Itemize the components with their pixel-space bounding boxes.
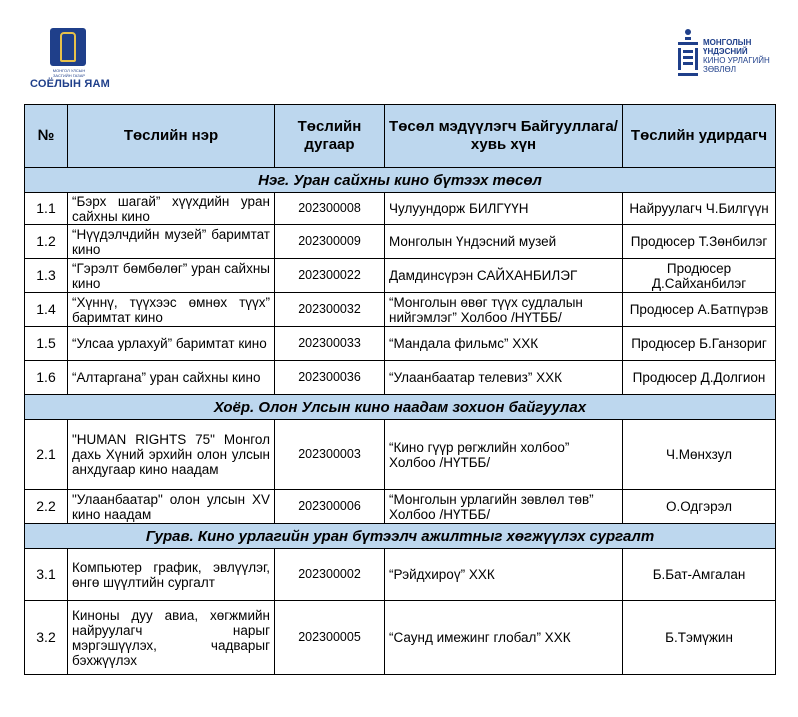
- table-row: [25, 259, 776, 293]
- table-header-row: [25, 105, 776, 168]
- film-council-mark-icon: [676, 28, 700, 80]
- applicant-name: “Кино гүүр рөгжлийн холбоо” Холбоо /НҮТББ/: [385, 420, 623, 490]
- project-code: 202300033: [275, 327, 385, 361]
- row-number: 2.1: [25, 420, 68, 490]
- project-name: “Улсаа урлахуй” баримтат кино: [68, 327, 275, 361]
- applicant-name: “Улаанбаатар телевиз” ХХК: [385, 361, 623, 395]
- section-header-row: [25, 395, 776, 420]
- project-code: 202300008: [275, 193, 385, 225]
- table-row: [25, 327, 776, 361]
- row-number: 2.2: [25, 490, 68, 524]
- project-name: "HUMAN RIGHTS 75" Монгол дахь Хүний эрхийн олон улсын анхдугаар кино наадам: [68, 420, 275, 490]
- logo-small-text: МОНГОЛ УЛСЫН ЗАСГИЙН ГАЗАР: [52, 68, 86, 78]
- applicant-name: “Саунд имежинг глобал” ХХК: [385, 601, 623, 675]
- applicant-name: Дамдинсүрэн САЙХАНБИЛЭГ: [385, 259, 623, 293]
- section-header-row: [25, 168, 776, 193]
- project-name: “Хүннү, түүхээс өмнөх түүх” баримтат кино: [68, 293, 275, 327]
- section-title: Гурав. Кино урлагийн уран бүтээлч ажилтныг хөгжүүлэх сургалт: [25, 524, 776, 549]
- project-code: 202300036: [275, 361, 385, 395]
- project-manager: О.Одгэрэл: [623, 490, 776, 524]
- row-number: 3.1: [25, 549, 68, 601]
- table-row: [25, 420, 776, 490]
- table-row: [25, 193, 776, 225]
- applicant-name: Чулуундорж БИЛГҮҮН: [385, 193, 623, 225]
- col-header-number: №: [25, 105, 68, 168]
- project-code: 202300006: [275, 490, 385, 524]
- row-number: 3.2: [25, 601, 68, 675]
- logo-right-line2: ҮНДЭСНИЙ: [703, 47, 748, 56]
- project-code: 202300003: [275, 420, 385, 490]
- col-header-applicant: Төсөл мэдүүлэгч Байгууллага/ хувь хүн: [385, 105, 623, 168]
- project-manager: Продюсер Т.Зөнбилэг: [623, 225, 776, 259]
- section-title: Нэг. Уран сайхны кино бүтээх төсөл: [25, 168, 776, 193]
- project-name: “Бэрх шагай” хүүхдийн уран сайхны кино: [68, 193, 275, 225]
- applicant-name: “Мандала фильмс” ХХК: [385, 327, 623, 361]
- project-name: “Алтаргана” уран сайхны кино: [68, 361, 275, 395]
- col-header-project-name: Төслийн нэр: [68, 105, 275, 168]
- applicant-name: “Рэйдхироү” ХХК: [385, 549, 623, 601]
- project-manager: Ч.Мөнхзул: [623, 420, 776, 490]
- table-row: [25, 293, 776, 327]
- project-code: 202300032: [275, 293, 385, 327]
- project-manager: Продюсер А.Батпүрэв: [623, 293, 776, 327]
- project-name: “Нүүдэлчдийн музей” баримтат кино: [68, 225, 275, 259]
- table-row: [25, 601, 776, 675]
- applicant-name: Монголын Үндэсний музей: [385, 225, 623, 259]
- project-name: “Гэрэлт бөмбөлөг” уран сайхны кино: [68, 259, 275, 293]
- project-manager: Продюсер Д.Долгион: [623, 361, 776, 395]
- col-header-manager: Төслийн удирдагч: [623, 105, 776, 168]
- row-number: 1.2: [25, 225, 68, 259]
- col-header-project-code: Төслийн дугаар: [275, 105, 385, 168]
- table-row: [25, 361, 776, 395]
- row-number: 1.1: [25, 193, 68, 225]
- table-row: [25, 225, 776, 259]
- logo-right-line1: МОНГОЛЫН: [703, 38, 752, 47]
- project-name: "Улаанбаатар" олон улсын XV кино наадам: [68, 490, 275, 524]
- logo-right-line3: КИНО УРЛАГИЙН: [703, 56, 770, 65]
- table-row: [25, 490, 776, 524]
- project-name: Киноны дуу авиа, хөгжмийн найруулагч нарыг мэргэшүүлэх, чадварыг бэхжүүлэх: [68, 601, 275, 675]
- project-manager: Б.Тэмүжин: [623, 601, 776, 675]
- project-manager: Найруулагч Ч.Билгүүн: [623, 193, 776, 225]
- project-manager: Б.Бат-Амгалан: [623, 549, 776, 601]
- film-council-logo: [676, 28, 776, 84]
- project-code: 202300005: [275, 601, 385, 675]
- project-code: 202300009: [275, 225, 385, 259]
- row-number: 1.4: [25, 293, 68, 327]
- project-code: 202300022: [275, 259, 385, 293]
- row-number: 1.5: [25, 327, 68, 361]
- project-manager: Продюсер Д.Сайханбилэг: [623, 259, 776, 293]
- applicant-name: “Монголын урлагийн зөвлөл төв” Холбоо /НҮТББ/: [385, 490, 623, 524]
- project-code: 202300002: [275, 549, 385, 601]
- project-manager: Продюсер Б.Ганзориг: [623, 327, 776, 361]
- applicant-name: “Монголын өвөг түүх судлалын нийгэмлэг” Холбоо /НҮТББ/: [385, 293, 623, 327]
- section-title: Хоёр. Олон Улсын кино наадам зохион байгуулах: [25, 395, 776, 420]
- projects-table: [24, 104, 776, 675]
- table-row: [25, 549, 776, 601]
- project-name: Компьютер график, эвлүүлэг, өнгө шүүлтийн сургалт: [68, 549, 275, 601]
- logo-right-line4: ЗӨВЛӨЛ: [703, 65, 737, 74]
- row-number: 1.6: [25, 361, 68, 395]
- state-emblem-icon: [50, 28, 86, 66]
- ministry-name: СОЁЛЫН ЯАМ: [29, 78, 111, 90]
- ministry-logo: [22, 26, 118, 90]
- section-header-row: [25, 524, 776, 549]
- row-number: 1.3: [25, 259, 68, 293]
